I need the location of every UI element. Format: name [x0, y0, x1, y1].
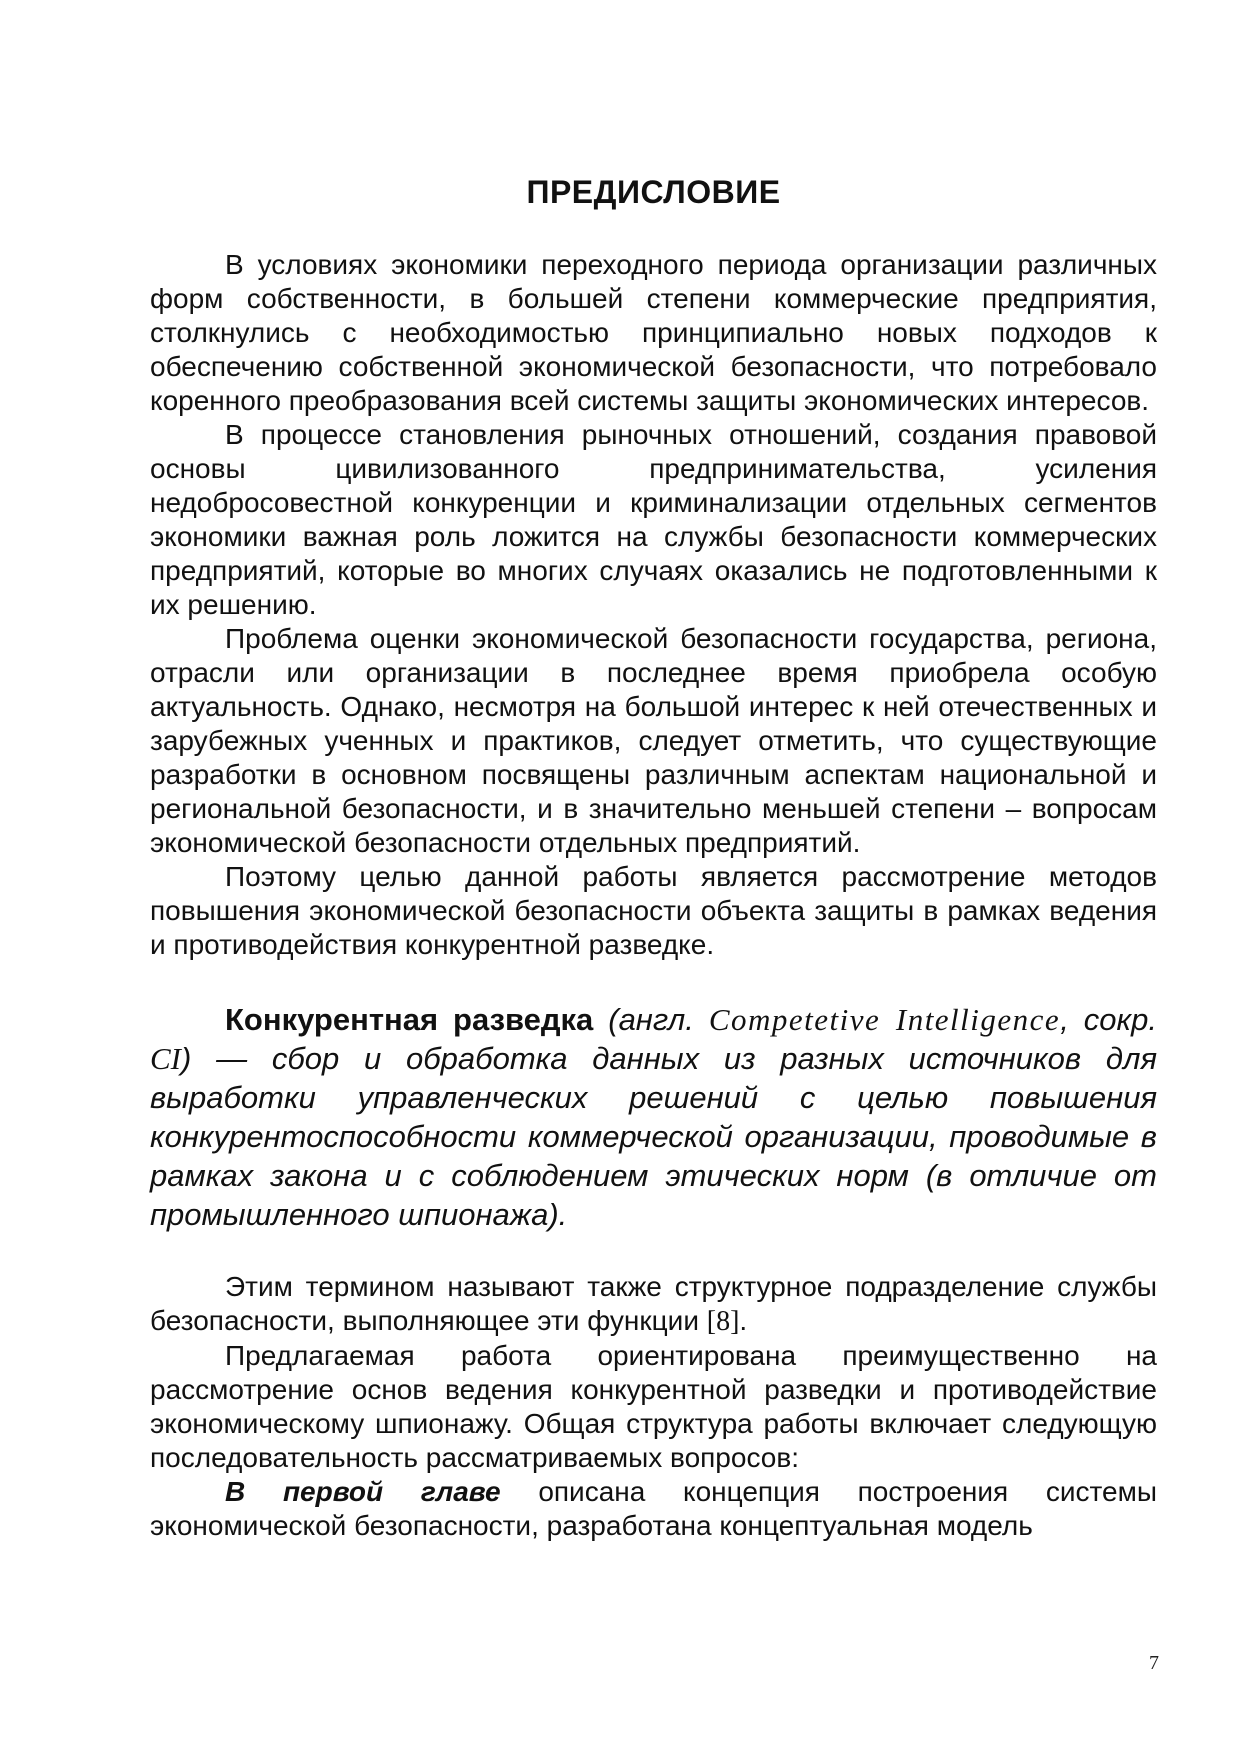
- paragraph-goal: Поэтому целью данной работы является рассмотрение методов повышения экономической безопасности объекта защиты в рамках ведения и противодействия конкурентной разведке.: [150, 861, 1157, 960]
- definition-term: Конкурентная разведка: [225, 1002, 594, 1037]
- paragraph-structure: Предлагаемая работа ориентирована преимущественно на рассмотрение основ ведения конкурентной разведки и противодействие экономическому шпионажу. Общая структура работы включает следующую последовательность рассматриваемых вопросов:: [150, 1340, 1157, 1473]
- reference-link: [8]: [706, 1306, 740, 1337]
- page-number: 7: [1149, 1652, 1159, 1674]
- term-end: .: [739, 1305, 748, 1336]
- paragraph-intro: В условиях экономики переходного периода организации различных форм собственности, в большей степени коммерческие предприятия, столкнулись с необходимостью принципиально новых подходов к обеспечению собственной экономической безопасности, что потребовало коренного преобразования всей системы защиты экономических интересов.: [150, 249, 1157, 416]
- paragraph-term: [150, 1270, 1157, 1339]
- chapter-one-lead: В первой главе: [225, 1476, 501, 1507]
- paragraph-market: В процессе становления рыночных отношений, создания правовой основы цивилизованного предпринимательства, усиления недобросовестной конкуренции и криминализации отдельных сегментов экономики важная роль ложится на службы безопасности коммерческих предприятий, которые во многих случаях оказались не подготовленными к их решению.: [150, 419, 1157, 620]
- term-text: Этим термином называют также структурное подразделение службы безопасности, выполняющее эти функции: [150, 1271, 1157, 1336]
- paragraph-problem: Проблема оценки экономической безопасности государства, региона, отрасли или организации в последнее время приобрела особую актуальность. Однако, несмотря на большой интерес к ней отечественных и зарубежных ученных и практиков, следует отметить, что существующие разработки в основном посвящены различным аспектам национальной и региональной безопасности, и в значительно меньшей степени – вопросам экономической безопасности отдельных предприятий.: [150, 623, 1157, 858]
- page-title: ПРЕДИСЛОВИЕ: [526, 174, 781, 210]
- chapter-one-text: описана концепция построения системы экономической безопасности, разработана концептуальная модель: [150, 1476, 1157, 1541]
- definition-abbr-prefix: , сокр.: [1060, 1002, 1157, 1037]
- definition-abbr: CI: [150, 1041, 181, 1076]
- definition-paragraph: [150, 1000, 1157, 1234]
- definition-lead: (англ.: [593, 1002, 709, 1037]
- definition-latin-term: Competetive Intelligence: [708, 1002, 1061, 1037]
- paragraph-chapter-one: [150, 1475, 1157, 1543]
- definition-text: ) — сбор и обработка данных из разных источников для выработки управленческих решений с целью повышения конкурентоспособности коммерческой организации, проводимые в рамках закона и с соблюдением этических норм (в отличие от промышленного шпионажа).: [150, 1041, 1157, 1232]
- document-page: [150, 172, 1157, 1543]
